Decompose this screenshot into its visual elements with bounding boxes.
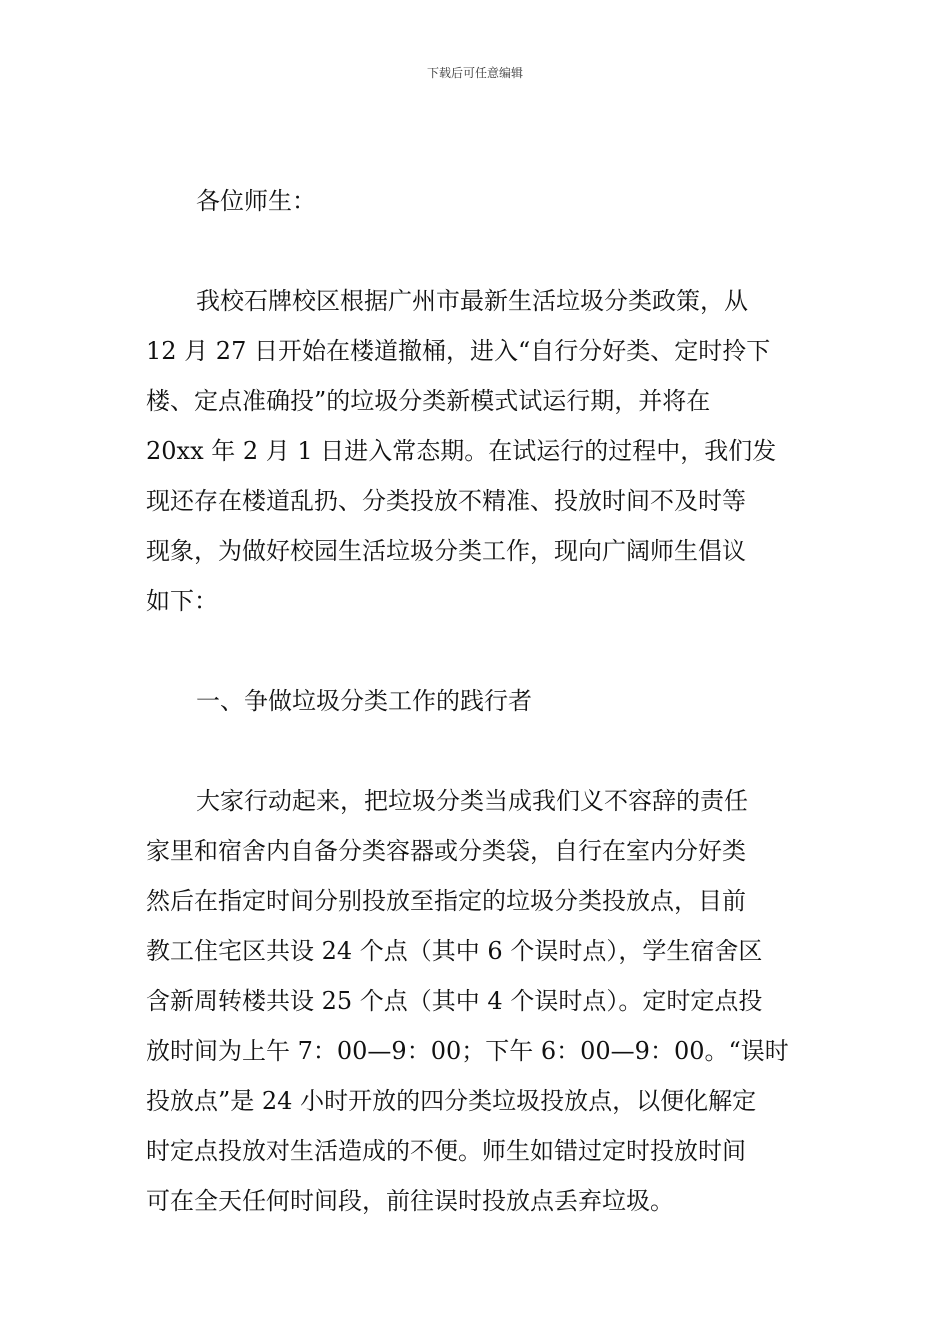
section-heading: 一、争做垃圾分类工作的践行者 — [196, 687, 532, 715]
paragraph-line: 教工住宅区共设 24 个点（其中 6 个误时点），学生宿舍区 — [146, 937, 763, 965]
paragraph-line: 12 月 27 日开始在楼道撤桶，进入“自行分好类、定时拎下 — [146, 337, 771, 365]
paragraph-spacer — [146, 726, 808, 776]
paragraph-line: 然后在指定时间分别投放至指定的垃圾分类投放点，目前 — [146, 887, 746, 915]
paragraph-line: 家里和宿舍内自备分类容器或分类袋，自行在室内分好类 — [146, 837, 746, 865]
document-body — [146, 176, 808, 1226]
paragraph-line: 可在全天任何时间段，前往误时投放点丢弃垃圾。 — [146, 1187, 674, 1215]
paragraph-line: 20xx 年 2 月 1 日进入常态期。在试运行的过程中，我们发 — [146, 437, 777, 465]
paragraph-line: 大家行动起来，把垃圾分类当成我们义不容辞的责任 — [196, 787, 748, 815]
paragraph-line: 如下： — [146, 587, 218, 615]
salutation: 各位师生： — [196, 187, 316, 215]
paragraph-line: 楼、定点准确投”的垃圾分类新模式试运行期，并将在 — [146, 387, 711, 415]
paragraph-line: 现象，为做好校园生活垃圾分类工作，现向广阔师生倡议 — [146, 537, 746, 565]
paragraph-line: 我校石牌校区根据广州市最新生活垃圾分类政策，从 — [196, 287, 748, 315]
page-header-note: 下载后可任意编辑 — [426, 66, 523, 80]
paragraph-line: 投放点”是 24 小时开放的四分类垃圾投放点，以便化解定 — [146, 1087, 757, 1115]
paragraph-line: 现还存在楼道乱扔、分类投放不精准、投放时间不及时等 — [146, 487, 746, 515]
paragraph-line: 放时间为上午 7：00—9：00；下午 6：00—9：00。“误时 — [146, 1037, 789, 1065]
paragraph-line: 含新周转楼共设 25 个点（其中 4 个误时点）。定时定点投 — [146, 987, 763, 1015]
paragraph-intro — [146, 276, 808, 626]
paragraph-section1 — [146, 776, 808, 1226]
paragraph-spacer — [146, 626, 808, 676]
paragraph-spacer — [146, 226, 808, 276]
paragraph-line: 时定点投放对生活造成的不便。师生如错过定时投放时间 — [146, 1137, 746, 1165]
